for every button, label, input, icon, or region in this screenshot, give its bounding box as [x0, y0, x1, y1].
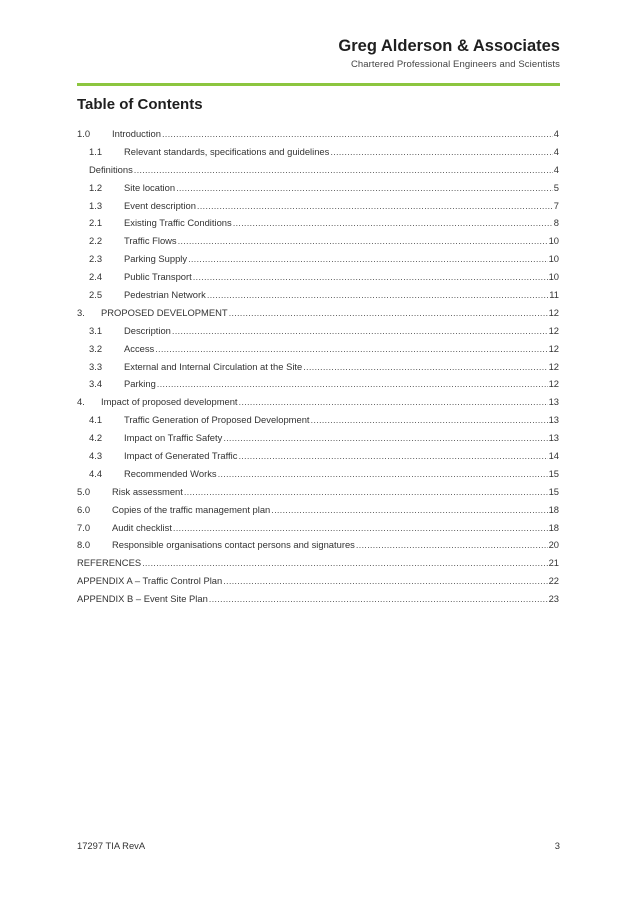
toc-entry[interactable]: [77, 429, 559, 447]
toc-entry-page: 10: [548, 271, 559, 283]
toc-entry-number: 3.4: [89, 378, 103, 390]
toc-entry-page: 20: [548, 539, 559, 551]
toc-dot-leader: [197, 197, 553, 215]
toc-entry[interactable]: [77, 358, 559, 376]
toc-entry[interactable]: [77, 250, 559, 268]
toc-entry-page: 22: [548, 575, 559, 587]
page-title: Table of Contents: [77, 96, 203, 113]
toc-entry[interactable]: [77, 447, 559, 465]
header-divider: [77, 83, 560, 86]
toc-entry[interactable]: [77, 375, 559, 393]
toc-entry[interactable]: [77, 286, 559, 304]
toc-entry-page: 12: [548, 378, 559, 390]
toc-entry-title: Traffic Generation of Proposed Development: [124, 414, 310, 426]
toc-entry[interactable]: [77, 179, 559, 197]
toc-entry-page: 15: [548, 467, 559, 479]
toc-entry-number: 4.: [77, 396, 85, 408]
toc-entry-number: 2.1: [89, 217, 103, 229]
toc-entry[interactable]: [77, 411, 559, 429]
toc-entry-title: Public Transport: [124, 271, 192, 283]
toc-dot-leader: [238, 447, 547, 465]
toc-entry-title: Relevant standards, specifications and guidelines: [124, 145, 330, 157]
toc-entry-title: Existing Traffic Conditions: [124, 217, 232, 229]
toc-dot-leader: [233, 214, 553, 232]
toc-entry[interactable]: [77, 393, 559, 411]
toc-entry[interactable]: [77, 501, 559, 519]
toc-dot-leader: [173, 519, 548, 537]
toc-entry[interactable]: [77, 125, 559, 143]
toc-entry-title: Pedestrian Network: [124, 289, 206, 301]
company-subtitle: Chartered Professional Engineers and Scientists: [350, 59, 560, 70]
toc-entry-page: 13: [548, 432, 559, 444]
toc-entry-number: 3.3: [89, 360, 103, 372]
toc-entry-page: 18: [548, 521, 559, 533]
toc-entry-page: 23: [548, 593, 559, 605]
toc-dot-leader: [239, 393, 548, 411]
toc-dot-leader: [134, 161, 553, 179]
toc-entry-number: 5.0: [77, 485, 91, 497]
table-of-contents: [77, 125, 559, 608]
toc-dot-leader: [209, 590, 548, 608]
toc-entry-page: 11: [549, 289, 559, 301]
toc-dot-leader: [155, 340, 547, 358]
toc-dot-leader: [303, 358, 547, 376]
toc-entry-title: Parking Supply: [124, 253, 188, 265]
toc-entry-page: 14: [548, 450, 559, 462]
toc-dot-leader: [178, 232, 548, 250]
toc-entry[interactable]: [77, 232, 559, 250]
toc-entry[interactable]: [77, 143, 559, 161]
toc-entry-title: Risk assessment: [112, 485, 183, 497]
toc-dot-leader: [223, 572, 547, 590]
toc-dot-leader: [157, 375, 548, 393]
toc-entry-page: 10: [548, 235, 559, 247]
toc-entry-title: Impact on Traffic Safety: [124, 432, 223, 444]
toc-entry-number: 3.: [77, 306, 85, 318]
toc-dot-leader: [142, 554, 547, 572]
toc-entry-number: 2.5: [89, 289, 103, 301]
toc-entry[interactable]: [77, 161, 559, 179]
toc-entry-page: 13: [548, 414, 559, 426]
toc-entry-title: APPENDIX A – Traffic Control Plan: [77, 575, 223, 587]
toc-dot-leader: [311, 411, 548, 429]
toc-entry-page: 8: [553, 217, 559, 229]
toc-entry-page: 12: [548, 360, 559, 372]
toc-entry[interactable]: [77, 214, 559, 232]
toc-entry[interactable]: [77, 572, 559, 590]
toc-dot-leader: [172, 322, 548, 340]
toc-entry-number: 1.0: [77, 128, 91, 139]
toc-entry-title: Impact of Generated Traffic: [124, 450, 238, 462]
toc-entry-title: REFERENCES: [77, 557, 142, 569]
toc-dot-leader: [176, 179, 553, 197]
toc-entry-title: PROPOSED DEVELOPMENT: [101, 306, 228, 318]
toc-entry-title: Audit checklist: [112, 521, 172, 533]
toc-entry-title: Description: [124, 324, 171, 336]
toc-entry-page: 5: [553, 181, 559, 193]
toc-dot-leader: [330, 143, 552, 161]
toc-entry-number: 1.1: [89, 145, 103, 157]
toc-entry[interactable]: [77, 536, 559, 554]
toc-entry-number: 3.1: [89, 324, 103, 336]
toc-entry[interactable]: [77, 554, 559, 572]
toc-entry-number: 2.3: [89, 253, 103, 265]
toc-entry[interactable]: [77, 519, 559, 537]
toc-entry-number: 1.3: [89, 199, 103, 211]
toc-entry-number: 2.4: [89, 271, 103, 283]
footer-page-number: 3: [554, 840, 560, 851]
toc-entry-title: Copies of the traffic management plan: [112, 503, 271, 515]
toc-entry-title: Site location: [124, 181, 176, 193]
toc-entry-page: 4: [553, 145, 559, 157]
toc-dot-leader: [271, 501, 547, 519]
toc-entry-page: 21: [548, 557, 559, 569]
toc-entry-title: Introduction: [112, 128, 161, 139]
footer-doc-ref: 17297 TIA RevA: [77, 840, 146, 851]
toc-dot-leader: [207, 286, 548, 304]
toc-entry-number: 7.0: [77, 521, 91, 533]
toc-entry-title: Event description: [124, 199, 196, 211]
toc-entry-title: Traffic Flows: [124, 235, 177, 247]
toc-entry-title: Responsible organisations contact persons and signatures: [112, 539, 355, 551]
toc-dot-leader: [193, 268, 548, 286]
toc-entry-number: 1.2: [89, 181, 103, 193]
toc-entry-page: 4: [553, 163, 559, 175]
toc-entry-page: 7: [553, 199, 559, 211]
toc-dot-leader: [223, 429, 547, 447]
toc-entry[interactable]: [77, 268, 559, 286]
toc-entry-title: APPENDIX B – Event Site Plan: [77, 593, 208, 605]
toc-entry-title: Definitions: [89, 163, 133, 175]
toc-entry-number: 4.4: [89, 467, 103, 479]
toc-dot-leader: [184, 483, 548, 501]
toc-entry-title: Impact of proposed development: [101, 396, 238, 408]
toc-dot-leader: [218, 465, 548, 483]
toc-entry-title: Access: [124, 342, 155, 354]
toc-entry-page: 10: [548, 253, 559, 265]
toc-entry-page: 18: [548, 503, 559, 515]
toc-entry[interactable]: [77, 590, 559, 608]
toc-entry-title: Recommended Works: [124, 467, 217, 479]
toc-entry[interactable]: [77, 322, 559, 340]
toc-dot-leader: [162, 125, 553, 143]
toc-entry-page: 15: [548, 485, 559, 497]
toc-dot-leader: [188, 250, 548, 268]
toc-entry[interactable]: [77, 304, 559, 322]
toc-entry-page: 12: [548, 324, 559, 336]
toc-entry[interactable]: [77, 340, 559, 358]
toc-entry-number: 2.2: [89, 235, 103, 247]
toc-entry-number: 3.2: [89, 342, 103, 354]
toc-entry-number: 4.1: [89, 414, 103, 426]
toc-entry[interactable]: [77, 197, 559, 215]
toc-entry-page: 12: [548, 306, 559, 318]
toc-entry-number: 4.3: [89, 450, 103, 462]
toc-dot-leader: [229, 304, 548, 322]
toc-entry[interactable]: [77, 465, 559, 483]
toc-entry-page: 12: [548, 342, 559, 354]
toc-entry-title: Parking: [124, 378, 156, 390]
toc-entry-number: 4.2: [89, 432, 103, 444]
toc-dot-leader: [356, 536, 548, 554]
toc-entry-number: 6.0: [77, 503, 91, 515]
toc-entry-title: External and Internal Circulation at the Site: [124, 360, 303, 372]
company-name: Greg Alderson & Associates: [338, 37, 560, 55]
toc-entry-number: 8.0: [77, 539, 91, 551]
toc-entry-page: 4: [553, 128, 559, 139]
toc-entry[interactable]: [77, 483, 559, 501]
toc-entry-page: 13: [548, 396, 559, 408]
